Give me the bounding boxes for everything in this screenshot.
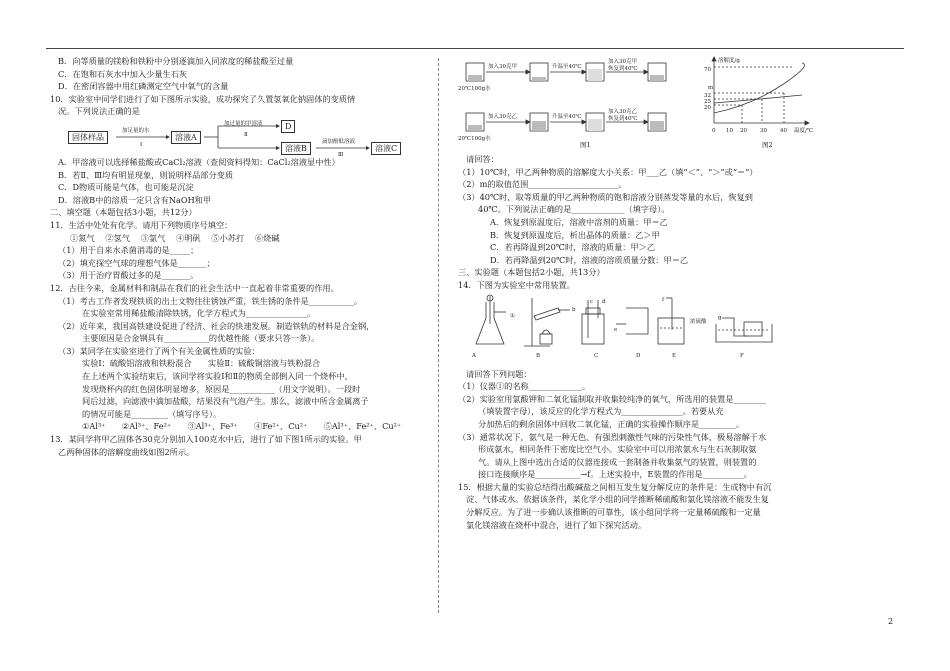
q14-sub: 形成氨水，相同条件下密度比空气小。实验室中可以用浓氨水与生石灰制取氨 [478,444,757,455]
q11-sub1: （1）用于自来水杀菌消毒的是_____； [58,245,199,256]
q13-option: C．若再降温到20℃时，溶液的质量：甲＞乙 [490,242,656,253]
apparatus-mark: d [602,298,606,305]
apparatus-water-label: 浓硫酸 [690,318,707,325]
q10-flow-diagram [68,120,430,158]
q12-line: 在实验室常用稀盐酸清除铁锈，化学方程式为_______________。 [82,308,316,319]
apparatus-mark: e [614,326,618,333]
flow-sol-c: 溶液C [371,142,401,155]
fig2-xtick: 10 [726,128,733,134]
q12-line: 主要原因是合金钢具有___________的优越性能（要求只答一条）。 [82,333,320,344]
q12-line: （1）考古工作者发现铁质的出土文物往往锈蚀严重，铁生锈的条件是___________。 [58,295,363,306]
q12-line: 发现烧杯内的红色固体明显增多，原因是___________（用文字说明）。一段时 [82,383,361,394]
fig2-xtick: 40 [780,128,787,134]
q12-line: 12．古往今来，金属材料和制品在我们的社会生活中一直起着非常重要的作用。 [50,282,339,293]
q9-option-d: D．在密闭容器中用红磷测定空气中氧气的含量 [58,81,229,92]
q14-sub: （3）通常状况下，氨气是一种无色、有强烈刺激性气味的污染性气体，极易溶解于水 [458,431,767,442]
q15-line: 氯化镁溶液在烧杯中混合，进行了如下探究活动。 [466,519,647,530]
q9-option-c: C．在饱和石灰水中加入少量生石灰 [58,68,188,79]
apparatus-label: D [636,352,641,359]
section2-title: 二、填空题（本题包括3小题，共12分） [50,207,197,218]
fig1-row1-step1: 加入30克甲 [488,64,517,70]
right-column [458,55,853,531]
section3-title: 三、实验题（本题包括2小题，共13分） [458,267,605,278]
apparatus-mark: f [662,296,665,303]
q14-sub: （2）实验室用氯酸钾和二氧化锰制取并收集较纯净的氧气，所选用的装置是________ [458,393,767,404]
fig1-row2-step3: 加入30克乙 恢复到40℃ [608,109,638,122]
fig2-m-label: m [708,85,714,91]
apparatus-label: C [594,352,599,359]
column-divider [438,58,439,613]
q10-stem-line2: 况。下列说法正确的是 [58,106,140,117]
fig2-ytick: 70 [704,67,711,73]
q13-sub: 40℃。下列说法正确的是_____________（填字母）。 [478,204,670,215]
apparatus-label: A [472,352,476,359]
q14-sub: （填装置字母），该反应的化学方程式为_______________。若要从充 [478,406,724,417]
fig1-base1: 20℃100g水 [458,86,491,92]
page-number: 2 [888,617,894,626]
q14-ask: 请回答下列问题： [466,368,532,379]
apparatus-mark: ① [510,312,515,319]
q11-stem: 11．生活中处处有化学。请用下列物质序号填空： [50,219,233,230]
q10-stem-line1: 10．实验室中同学们进行了如下图所示实验，成功探究了久置氢氧化钠固体的变质情 [50,93,356,104]
q11-items: ①氮气 ②氢气 ③氯气 ④明矾 ⑤小苏打 ⑥烧碱 [70,232,280,243]
q15-line: 15．根据大量的实验总结得出酸碱盐之间相互发生复分解反应的条件是：生成物中有沉 [458,481,772,492]
fig2-xlabel: 温度/℃ [794,128,814,134]
q12-line: ①Al³⁺ ②Al³⁺、Fe²⁺ ③Al³⁺、Fe³⁺ ④Fe²⁺、Cu²⁺ ⑤Al³⁺、Fe²⁺、Cu²⁺ [82,421,402,432]
fig1-row1-step3: 加入30克甲 恢复到40℃ [608,59,638,72]
q10-option-c: C．D物质可能是气体，也可能是沉淀 [58,182,194,193]
flow-sample: 固体样品 [68,131,108,144]
q12-line: 的情况可能是_________（填写序号）。 [82,408,222,419]
apparatus-mark: b [572,306,576,313]
apparatus-label: F [740,352,744,359]
fig2-ylabel: 溶解度/g [718,58,740,64]
apparatus-mark: c [590,298,594,305]
q13-sub: （2）m的取值范围______________________。 [458,179,627,190]
q12-line: （2）近年来，我国高铁建设促进了经济、社会的快速发展。制造铁轨的材料是合金钢， [58,320,375,331]
q12-line: 间后过滤，向滤液中滴加盐酸，结果没有气泡产生。那么，滤液中所含金属离子 [82,396,369,407]
q13-figures [458,55,853,151]
q13-line1: 13．某同学将甲乙固体各30克分别加入100克水中后，进行了如下图1所示的实验。甲 [50,434,362,445]
q13-line2: 乙两种固体的溶解度曲线如图2所示。 [58,446,195,457]
q13-sub: （3）40℃时，取等质量的甲乙两种物质的饱和溶液分别蒸发等量的水后，恢复到 [458,191,753,202]
flow-step3-text: 滴加酚酞溶液 [322,138,356,145]
apparatus-mark: g [718,314,722,321]
q13-option: D．若再降温到20℃时，溶液的溶质质量分数：甲＝乙 [490,254,689,265]
q9-option-b: B．向等质量的镁粉和铁粉中分别逐滴加入同浓度的稀盐酸至过量 [58,56,294,66]
fig1-row1-step2: 升温至40℃ [552,64,582,70]
fig2-ytick: 25 [704,99,711,105]
fig2-xtick: 0 [712,128,716,134]
flow-step3-num: Ⅲ [338,151,344,158]
apparatus-label: B [536,352,541,359]
q14-sub: （1）仪器①的名称_____________。 [458,381,591,392]
q14-sub: 气。请从上图中选出合适的仪器连接成一套制备并收集氨气的装置，则装置的 [478,456,757,467]
fig2-ytick: 32 [704,93,711,99]
fig1-base2: 20℃100g水 [458,136,491,142]
q10-option-b: B．若Ⅱ、Ⅲ均有明显现象，则说明样品部分变质 [58,169,234,180]
fig1-row2-step1: 加入30克乙 [488,114,517,120]
q14-sub: 分加热后的剩余固体中回收二氧化锰，正确的实验操作顺序是_________。 [478,418,745,429]
fig1-caption: 图1 [580,141,591,149]
flow-d: D [281,120,295,133]
flow-sol-b: 溶液B [281,142,311,155]
q13-option: B．恢复到原温度后，析出晶体的质量：乙＞甲 [490,229,660,240]
header-rule [46,48,904,49]
left-column [50,55,430,458]
q15-line: 淀、气体或水。依据该条件，某化学小组的同学推断稀硫酸和氯化镁溶液不能发生复 [466,494,769,505]
q14-apparatus-figure [458,294,853,364]
apparatus-label: E [672,352,677,359]
q11-sub2: （2）填充探空气球的理想气体是_______； [58,257,215,268]
flow-step2-text: 加过量的甲溶液 [224,120,263,127]
q13-ask: 请回答： [466,154,499,164]
fig2-xtick: 30 [760,128,767,134]
flow-step2-num: Ⅱ [244,131,248,138]
q13-sub: （1）10℃时，甲乙两种物质的溶解度大小关系：甲___乙（填“＜”、“＞”或“＝”） [458,166,758,177]
flow-sol-a: 溶液A [171,131,201,144]
fig2-xtick: 20 [740,128,747,134]
flow-step1-num: Ⅰ [140,141,143,148]
fig2-caption: 图2 [762,141,773,149]
q14-stem: 14．下图为实验室中常用装置。 [458,279,575,290]
q12-line: 在上述两个实验结束后，该同学将实验Ⅰ和Ⅱ的物质全部倒入同一个烧杯中， [82,371,353,382]
q15-line: 分解反应。为了进一步确认该推断的可靠性，该小组同学将一定量稀硫酸和一定量 [466,507,761,518]
fig1-row2-step2: 升温至40℃ [552,114,582,120]
q10-option-a: A．甲溶液可以选择稀盐酸或CaCl₂溶液（查阅资料得知：CaCl₂溶液显中性） [58,156,340,167]
q11-sub3: （3）用于治疗胃酸过多的是_______。 [58,270,199,281]
flow-step1-text: 加足量的水 [122,127,150,134]
q13-option: A．恢复到原温度后，溶液中溶剂的质量：甲＝乙 [490,216,668,227]
q12-line: （3）某同学在实验室进行了两个有关金属性质的实验： [58,345,260,356]
q10-option-d: D．溶液B中的溶质一定只含有NaOH和甲 [58,194,212,205]
q14-sub: 接口连接顺序是___________→f。上述实验中，E装置的作用是__________。 [478,469,752,480]
q12-line: 实验Ⅰ：硫酸铝溶液和铁粉混合 实验Ⅱ：硫酸铜溶液与铁粉混合 [82,358,321,369]
fig2-ytick: 20 [704,105,711,111]
